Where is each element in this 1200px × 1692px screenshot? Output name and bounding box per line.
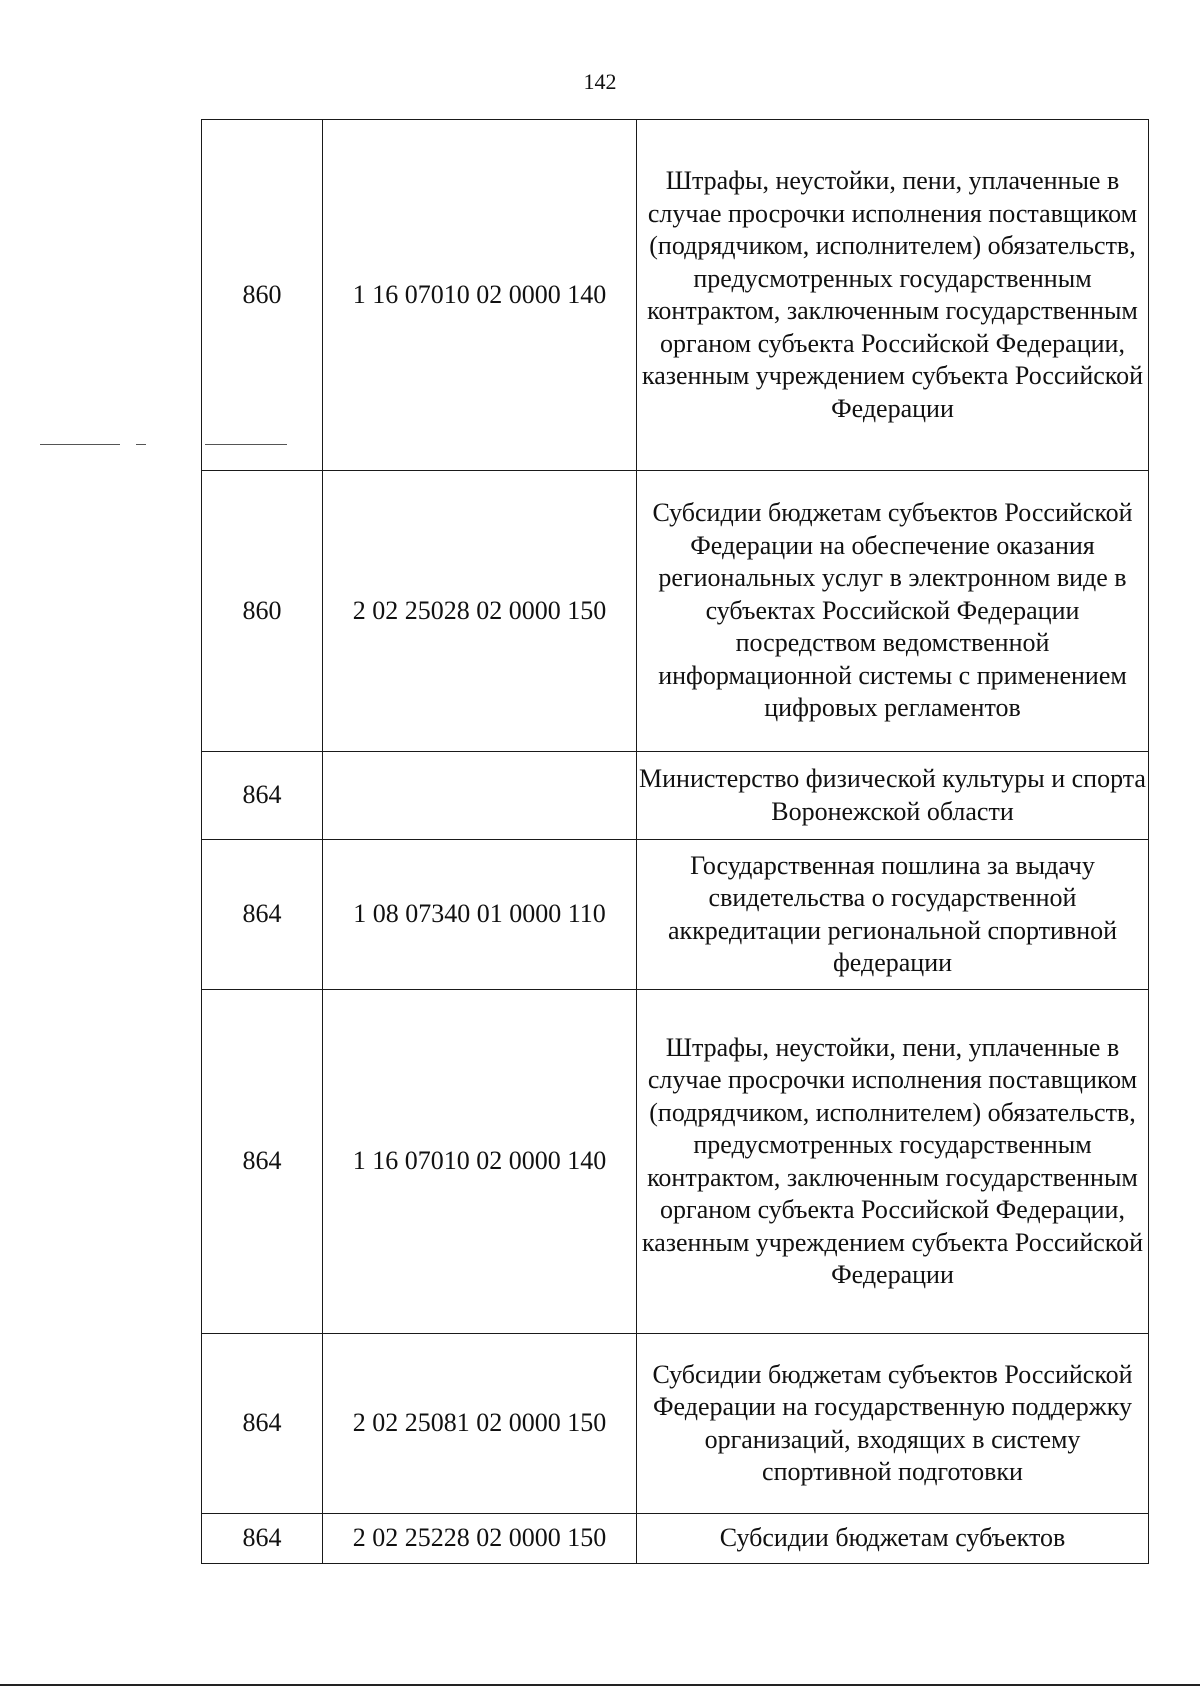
revenue-code-cell: 1 16 07010 02 0000 140 <box>323 120 637 471</box>
revenue-name-cell: Государственная пошлина за выдачу свидетельства о государственной аккредитации региональной спортивной федерации <box>637 840 1149 990</box>
admin-code-cell: 864 <box>202 840 323 990</box>
revenue-name-cell: Субсидии бюджетам субъектов Российской Федерации на обеспечение оказания региональных услуг в электронном виде в субъектах Российской Федерации посредством ведомственной информационной системы с применением цифровых регламентов <box>637 471 1149 752</box>
scan-artifact-line <box>136 444 146 445</box>
revenue-name-cell: Штрафы, неустойки, пени, уплаченные в случае просрочки исполнения поставщиком (подрядчиком, исполнителем) обязательств, предусмотренных государственным контрактом, заключенным государственным органом субъекта Российской Федерации, казенным учреждением субъекта Российской Федерации <box>637 990 1149 1334</box>
revenue-name-cell: Субсидии бюджетам субъектов <box>637 1514 1149 1564</box>
admin-code-cell: 864 <box>202 990 323 1334</box>
admin-code-cell: 864 <box>202 752 323 840</box>
table-row <box>202 1514 1149 1564</box>
table-row <box>202 752 1149 840</box>
revenue-code-cell: 1 16 07010 02 0000 140 <box>323 990 637 1334</box>
admin-code-cell: 860 <box>202 471 323 752</box>
revenue-code-cell: 2 02 25081 02 0000 150 <box>323 1334 637 1514</box>
revenue-code-cell: 2 02 25228 02 0000 150 <box>323 1514 637 1564</box>
revenue-codes-table <box>201 119 1149 1564</box>
table-row <box>202 1334 1149 1514</box>
bottom-rule <box>0 1684 1200 1686</box>
revenue-code-cell <box>323 752 637 840</box>
revenue-name-cell: Штрафы, неустойки, пени, уплаченные в случае просрочки исполнения поставщиком (подрядчиком, исполнителем) обязательств, предусмотренных государственным контрактом, заключенным государственным органом субъекта Российской Федерации, казенным учреждением субъекта Российской Федерации <box>637 120 1149 471</box>
admin-code-cell: 864 <box>202 1514 323 1564</box>
scan-artifact-line <box>40 444 120 445</box>
admin-code-cell: 864 <box>202 1334 323 1514</box>
revenue-name-cell: Субсидии бюджетам субъектов Российской Федерации на государственную поддержку организаций, входящих в систему спортивной подготовки <box>637 1334 1149 1514</box>
table-row <box>202 990 1149 1334</box>
revenue-name-cell: Министерство физической культуры и спорта Воронежской области <box>637 752 1149 840</box>
revenue-code-cell: 1 08 07340 01 0000 110 <box>323 840 637 990</box>
table-row <box>202 120 1149 471</box>
table-row <box>202 471 1149 752</box>
revenue-code-cell: 2 02 25028 02 0000 150 <box>323 471 637 752</box>
table-row <box>202 840 1149 990</box>
page-number: 142 <box>583 69 617 94</box>
admin-code-cell: 860 <box>202 120 323 471</box>
